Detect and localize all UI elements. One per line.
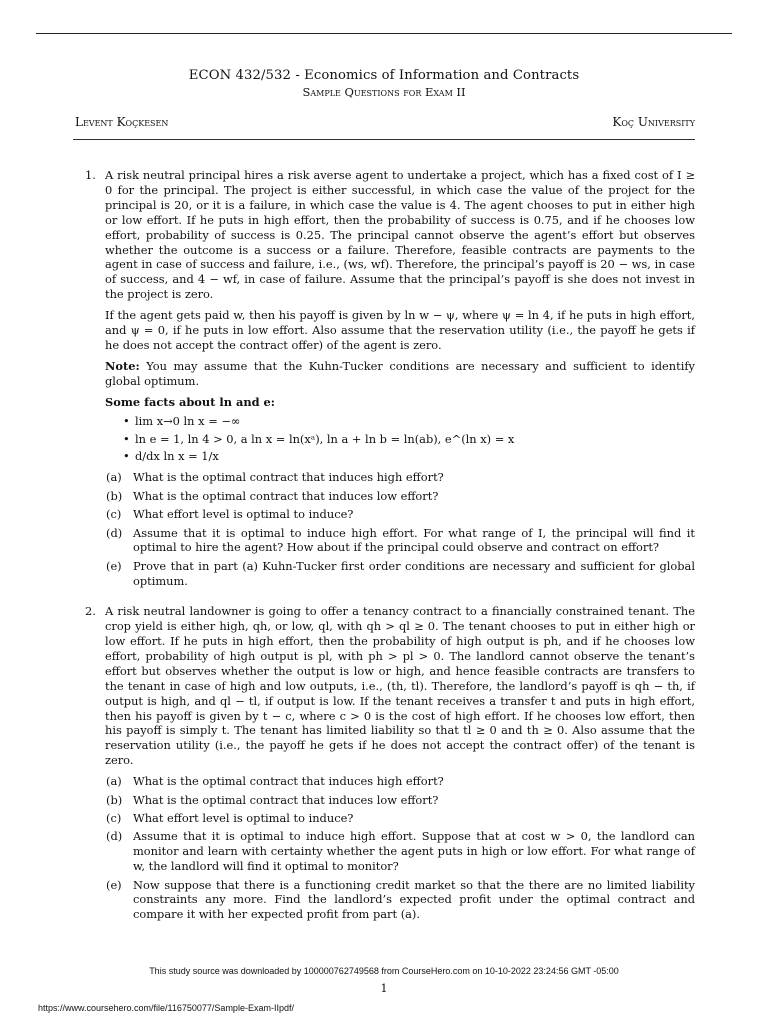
part-label: (e)	[106, 877, 122, 892]
facts-heading: Some facts about ln and e:	[105, 394, 276, 409]
part-label: (a)	[106, 774, 122, 789]
author-rule	[73, 139, 695, 140]
part-label: (d)	[106, 829, 123, 844]
question-2	[85, 604, 695, 922]
note	[105, 359, 695, 389]
fact-item: • d/dx ln x = 1/x	[135, 449, 695, 464]
question-part	[106, 774, 695, 789]
part-text: Prove that in part (a) Kuhn-Tucker first order conditions are necessary and sufficient for global optimum.	[133, 558, 695, 588]
question-part	[106, 829, 695, 874]
note-label: Note:	[105, 358, 140, 373]
part-text: What is the optimal contract that induces high effort?	[133, 774, 444, 789]
part-text: What is the optimal contract that induces low effort?	[133, 488, 439, 503]
university-name: Koç University	[612, 115, 695, 129]
question-part	[106, 810, 695, 826]
download-notice: This study source was downloaded by 100000762749568 from CourseHero.com on 10-10-2022 23:24:56 GMT -05:00	[149, 966, 619, 976]
course-title: ECON 432/532 - Economics of Information and Contracts	[188, 68, 580, 83]
questions	[0, 168, 768, 926]
question-paragraph: A risk neutral principal hires a risk averse agent to undertake a project, which has a fixed cost of I ≥ 0 for the principal. The project is either successful, in which case the value of the project for the principal is 20, or it is a failure, in which case the value is 4. The agent chooses to put in either high or low effort. If he puts in high effort, then the probability of success is 0.75, and if he chooses low effort, probability of success is 0.25. The principal cannot observe the agent’s effort but observes whether the outcome is a success or a failure. Therefore, feasible contracts are payments to the agent in case of success and failure, i.e., (ws, wf). Therefore, the principal’s payoff is 20 − ws, in case of success, and 4 − wf, in case of failure. Assume that the principal’s payoff is she does not invest in the project is zero.	[105, 168, 695, 302]
part-label: (d)	[106, 525, 123, 540]
question-number: 1.	[85, 168, 96, 182]
question-part	[106, 507, 695, 522]
facts-list	[105, 414, 695, 465]
author-row	[75, 115, 695, 129]
part-text: What is the optimal contract that induces low effort?	[133, 792, 439, 807]
part-label: (b)	[106, 792, 123, 807]
fact-item: • ln e = 1, ln 4 > 0, a ln x = ln(xᵃ), ln a + ln b = ln(ab), e^(ln x) = x	[135, 432, 695, 447]
question-part	[106, 792, 695, 808]
part-label: (e)	[106, 558, 122, 573]
question-part	[106, 488, 695, 504]
note-text: You may assume that the Kuhn-Tucker conditions are necessary and sufficient to identify global optimum.	[105, 358, 695, 388]
part-text: Now suppose that there is a functioning credit market so that the there are no limited liability constraints any more. Find the landlord’s expected profit under the optimal contract and compare it with her expected profit from part (a).	[133, 877, 695, 922]
question-part	[106, 558, 695, 589]
question-part	[106, 525, 695, 556]
part-label: (b)	[106, 488, 123, 503]
source-url[interactable]: https://www.coursehero.com/file/116750077/Sample-Exam-IIpdf/	[38, 1003, 294, 1013]
part-text: What effort level is optimal to induce?	[133, 810, 354, 825]
question-part	[106, 470, 695, 485]
question-gap	[0, 592, 768, 604]
question-paragraph: If the agent gets paid w, then his payoff is given by ln w − ψ, where ψ = ln 4, if he puts in high effort, and ψ = 0, if he puts in low effort. Also assume that the reservation utility (i.e., the payoff he gets if he does not accept the contract offer) of the agent is zero.	[105, 308, 695, 352]
question-number: 2.	[85, 604, 96, 619]
page-number: 1	[380, 982, 388, 995]
fact-item: • lim x→0 ln x = −∞	[135, 414, 695, 429]
title-block	[0, 68, 768, 99]
part-text: What is the optimal contract that induces high effort?	[133, 470, 444, 485]
exam-subtitle: Sample Questions for Exam II	[302, 85, 466, 99]
part-text: Assume that it is optimal to induce high effort. Suppose that at cost w > 0, the landlord can monitor and learn with certainty whether the agent puts in high or low effort. For what range of w, the landlord will find it optimal to monitor?	[133, 829, 695, 874]
part-label: (a)	[106, 470, 122, 485]
question-parts	[105, 470, 695, 588]
part-text: What effort level is optimal to induce?	[133, 507, 354, 522]
top-rule	[36, 33, 732, 34]
part-text: Assume that it is optimal to induce high effort. For what range of I, the principal will find it optimal to hire the agent? How about if the principal could observe and contract on effort?	[133, 525, 695, 555]
question-parts	[105, 774, 695, 922]
author-name: Levent Koçkesen	[75, 115, 169, 129]
question-part	[106, 877, 695, 923]
question-1	[85, 168, 695, 589]
part-label: (c)	[106, 507, 122, 522]
question-paragraph: A risk neutral landowner is going to offer a tenancy contract to a financially constrained tenant. The crop yield is either high, qh, or low, ql, with qh > ql ≥ 0. The tenant chooses to put in either high or low effort. If he puts in high effort, then the probability of high output is ph, and if he chooses low effort, probability of high output is pl, with ph > pl > 0. The landlord cannot observe the tenant’s effort but observes whether the output is low or high, and hence feasible contracts are transfers to the tenant in case of high and low outputs, i.e., (th, tl). Therefore, the landlord’s payoff is qh − th, if output is high, and ql − tl, if output is low. If the tenant receives a transfer t and puts in high effort, then his payoff is given by t − c, where c > 0 is the cost of high effort. If he chooses low effort, then his payoff is simply t. The tenant has limited liability so that tl ≥ 0 and th ≥ 0. Also assume that the reservation utility (i.e., the payoff he gets if he does not accept the contract offer) of the tenant is zero.	[105, 604, 695, 768]
part-label: (c)	[106, 810, 122, 825]
